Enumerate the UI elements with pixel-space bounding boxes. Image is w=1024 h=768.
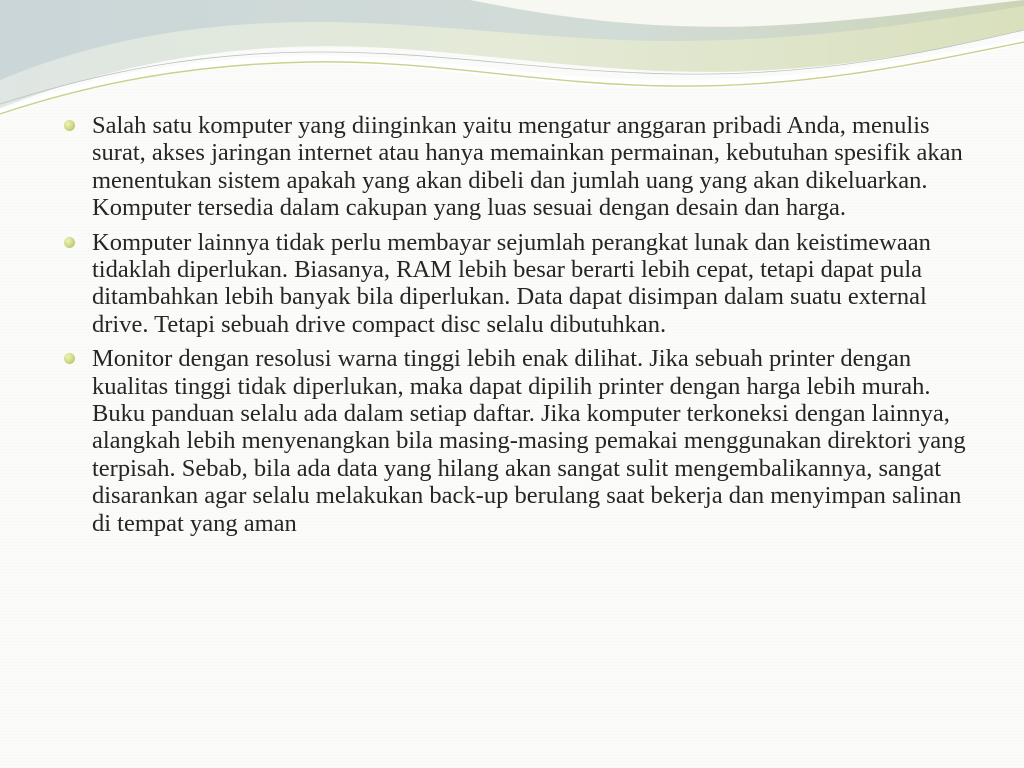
bullet-dot-icon: [64, 237, 75, 248]
bullet-text: Komputer lainnya tidak perlu membayar sejumlah perangkat lunak dan keistimewaan tidaklah diperlukan. Biasanya, RAM lebih besar berarti lebih cepat, tetapi dapat pula ditambahkan lebih banyak bila diperlukan. Data dapat disimpan dalam suatu external drive. Tetapi sebuah drive compact disc selalu dibutuhkan.: [92, 228, 931, 338]
bullet-text: Monitor dengan resolusi warna tinggi lebih enak dilihat. Jika sebuah printer dengan kualitas tinggi tidak diperlukan, maka dapat dipilih printer dengan harga lebih murah. Buku panduan selalu ada dalam setiap daftar. Jika komputer terkoneksi dengan lainnya, alangkah lebih menyenangkan bila masing-masing pemakai menggunakan direktori yang terpisah. Sebab, bila ada data yang hilang akan sangat sulit mengembalikannya, sangat disarankan agar selalu melakukan back-up berulang saat bekerja dan menyimpan salinan di tempat yang aman: [92, 345, 966, 537]
bullet-list: [62, 112, 967, 537]
bullet-dot-icon: [64, 353, 75, 364]
header-wave-decoration: [0, 0, 1024, 130]
slide-body: [62, 112, 967, 544]
bullet-item: [62, 112, 967, 222]
bullet-text: Salah satu komputer yang diinginkan yaitu mengatur anggaran pribadi Anda, menulis surat, akses jaringan internet atau hanya memainkan permainan, kebutuhan spesifik akan menentukan sistem apakah yang akan dibeli dan jumlah uang yang akan dikeluarkan. Komputer tersedia dalam cakupan yang luas sesuai dengan desain dan harga.: [92, 112, 963, 222]
bullet-item: [62, 345, 967, 537]
bullet-dot-icon: [64, 120, 75, 131]
bullet-item: [62, 229, 967, 339]
